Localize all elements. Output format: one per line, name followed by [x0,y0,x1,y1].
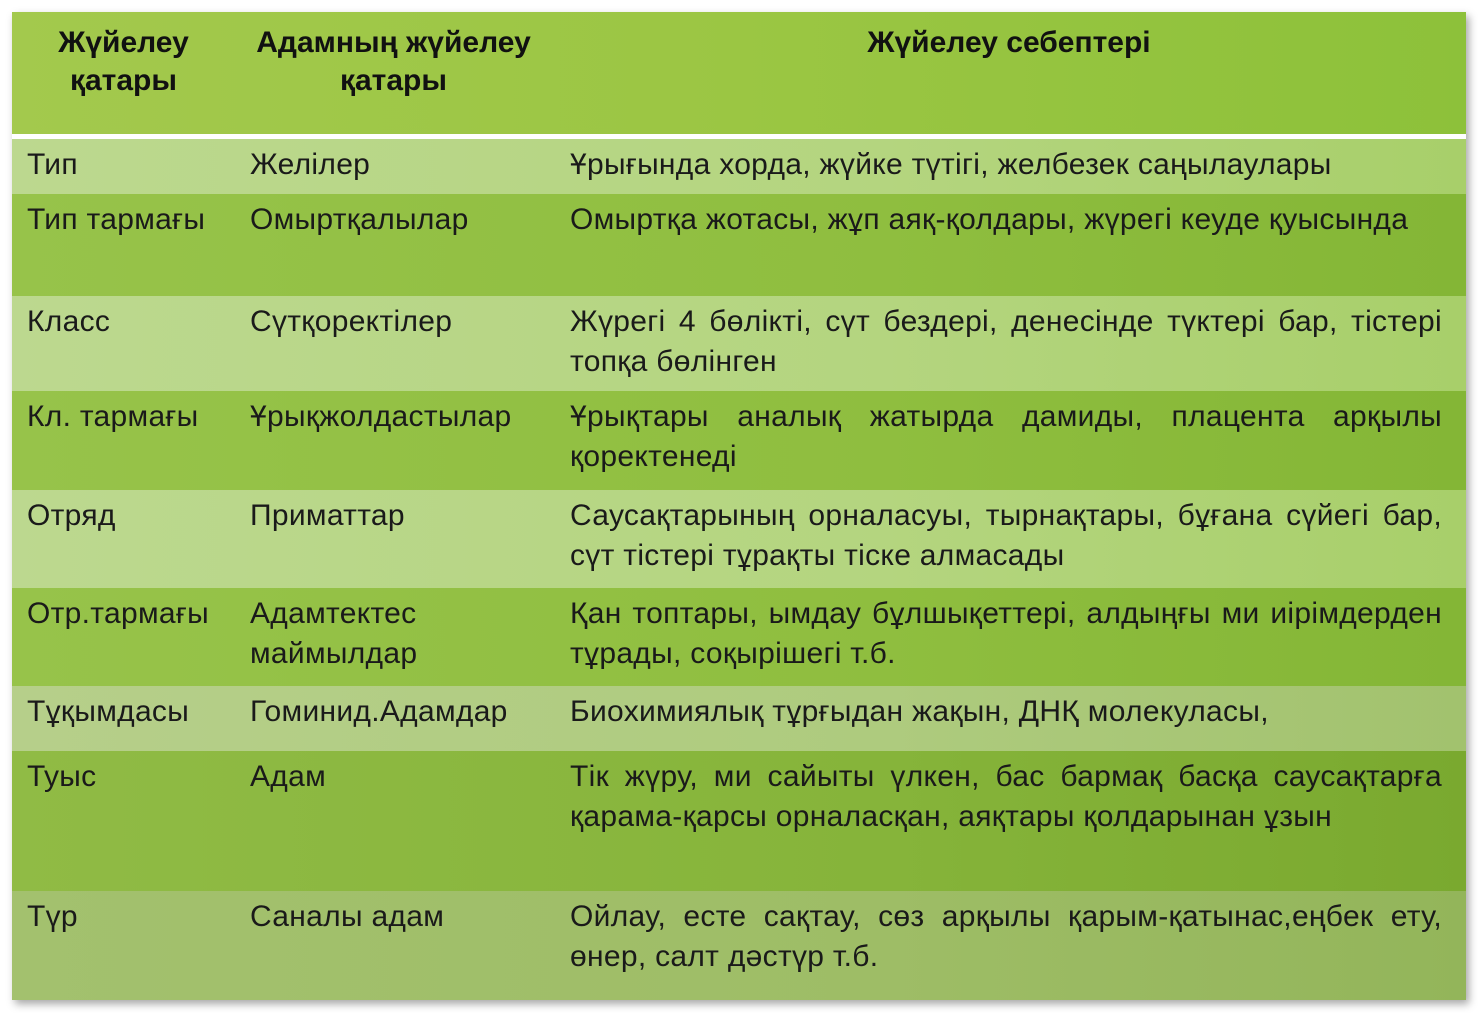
reason-cell: Саусақтарының орналасуы, тырнақтары, бұғана сүйегі бар, сүт тістері тұрақты тіске алмасады [570,499,1442,572]
table-row [12,891,1466,1000]
taxon-cell: Саналы адам [250,900,445,933]
reason-cell: Қан топтары, ымдау бұлшықеттері, алдыңғы ми иірімдерден тұрады, соқырішегі т.б. [570,597,1442,670]
taxon-cell: Адамтектес маймылдар [250,597,418,670]
table-header-row [12,12,1466,134]
taxon-cell: Сүтқоректілер [250,305,453,338]
slide [12,12,1466,1000]
reason-cell: Омыртқа жотасы, жұп аяқ-қолдары, жүрегі кеуде қуысында [570,203,1409,236]
reason-cell: Тік жүру, ми сайыты үлкен, бас бармақ басқа саусақтарға қарама-қарсы орналасқан, аяқтары қолдарынан ұзын [570,760,1442,833]
reason-cell: Биохимиялық тұрғыдан жақын, ДНҚ молекуласы, [570,695,1269,728]
taxon-cell: Гоминид.Адамдар [250,695,508,728]
taxon-cell: Приматтар [250,499,405,532]
rank-cell: Туыс [27,760,97,793]
rank-cell: Отряд [27,499,116,532]
header-reasons: Жүйелеу себептері [867,26,1151,59]
taxon-cell: Адам [250,760,327,793]
table-row [12,139,1466,194]
table-row [12,490,1466,588]
table-row [12,751,1466,891]
table-row [12,296,1466,391]
table-row [12,194,1466,296]
table-row [12,686,1466,751]
rank-cell: Тұқымдасы [27,695,190,728]
header-systematic-rank: Жүйелеу қатары [58,26,189,97]
reason-cell: Ұрығында хорда, жүйке түтігі, желбезек саңылаулары [570,148,1332,181]
taxon-cell: Ұрықжолдастылар [250,400,512,433]
rank-cell: Отр.тармағы [27,597,209,630]
table-row [12,588,1466,686]
header-human-rank: Адамның жүйелеу қатары [256,26,531,97]
rank-cell: Түр [27,900,78,933]
rank-cell: Тип тармағы [27,203,206,236]
reason-cell: Жүрегі 4 бөлікті, сүт бездері, денесінде түктері бар, тістері топқа бөлінген [570,305,1442,378]
rank-cell: Кл. тармағы [27,400,199,433]
reason-cell: Ойлау, есте сақтау, сөз арқылы қарым-қатынас,еңбек ету, өнер, салт дәстүр т.б. [570,900,1442,973]
reason-cell: Ұрықтары аналық жатырда дамиды, плацента арқылы қоректенеді [570,400,1442,473]
rank-cell: Класс [27,305,111,338]
taxon-cell: Омыртқалылар [250,203,469,236]
table-row [12,391,1466,490]
classification-table [12,12,1466,1000]
taxon-cell: Желілер [250,148,371,181]
rank-cell: Тип [27,148,78,181]
